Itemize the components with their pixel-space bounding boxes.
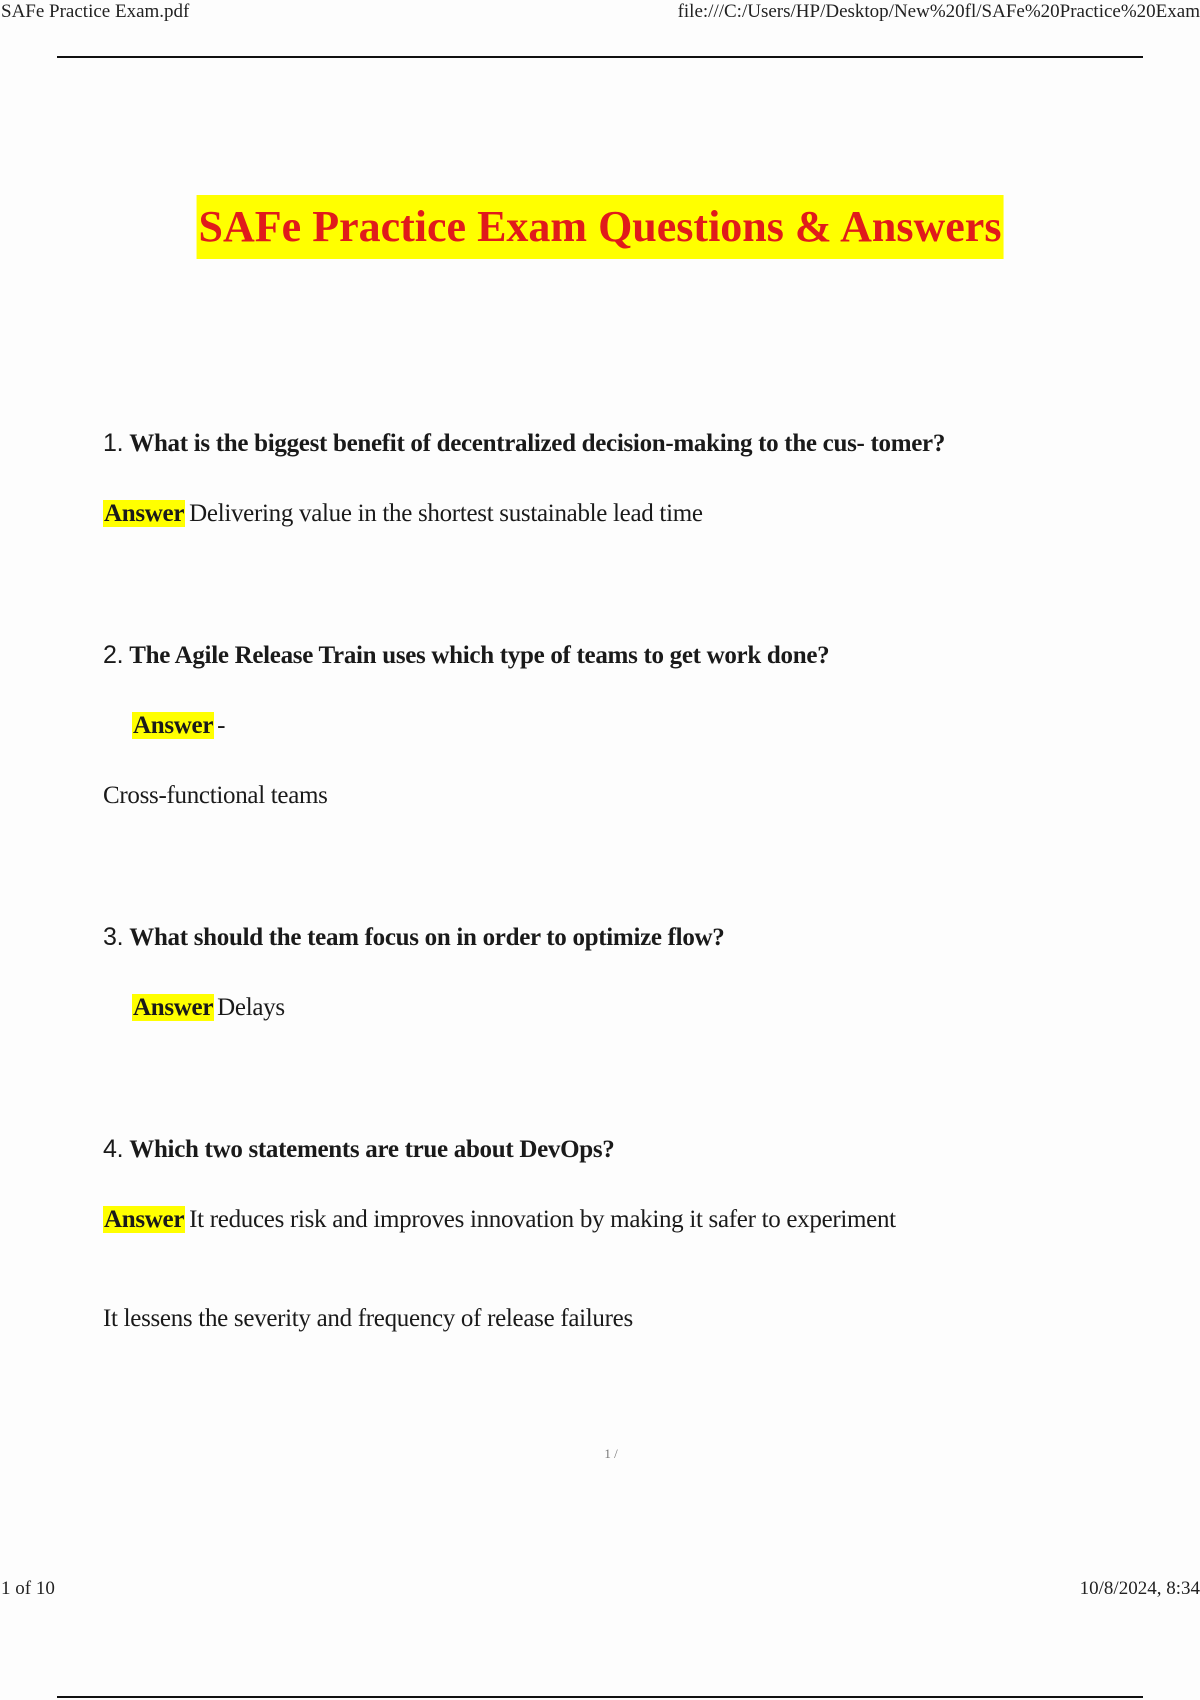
answer-2-continuation: Cross-functional teams	[103, 782, 328, 809]
question-text: What is the biggest benefit of decentralized decision-making to the cus- tomer?	[129, 430, 946, 457]
bottom-divider	[57, 1696, 1143, 1698]
print-footer-datetime: 10/8/2024, 8:34	[1079, 1578, 1200, 1599]
question-text: What should the team focus on in order to optimize flow?	[129, 924, 725, 951]
question-number: 4.	[103, 1135, 124, 1163]
answer-text: It reduces risk and improves innovation by making it safer to experiment	[189, 1206, 896, 1233]
question-number: 3.	[103, 923, 124, 951]
answer-3	[132, 992, 285, 1024]
answer-text: Delays	[217, 994, 285, 1021]
question-3	[103, 921, 724, 954]
answer-2	[132, 710, 225, 742]
answer-text: -	[217, 712, 226, 739]
answer-label: Answer	[133, 712, 214, 739]
print-header-url: file:///C:/Users/HP/Desktop/New%20fl/SAFe%20Practice%20Exam	[677, 1, 1200, 22]
question-text: Which two statements are true about DevOps?	[129, 1136, 615, 1163]
top-divider	[57, 56, 1143, 58]
answer-label: Answer	[133, 994, 214, 1021]
question-number: 1.	[103, 429, 124, 457]
page-marker: 1 /	[604, 1446, 618, 1461]
answer-label: Answer	[104, 1206, 185, 1233]
print-header-filename: SAFe Practice Exam.pdf	[1, 1, 190, 22]
answer-4-continuation: It lessens the severity and frequency of release failures	[103, 1305, 633, 1332]
question-2	[103, 639, 829, 672]
answer-text: Delivering value in the shortest sustainable lead time	[189, 500, 703, 527]
page-title: SAFe Practice Exam Questions & Answers	[197, 195, 1004, 259]
question-number: 2.	[103, 641, 124, 669]
answer-4	[103, 1204, 896, 1236]
question-text: The Agile Release Train uses which type of teams to get work done?	[129, 642, 830, 669]
question-1	[103, 427, 945, 460]
answer-1	[103, 498, 703, 530]
answer-label: Answer	[104, 500, 185, 527]
print-footer-page: 1 of 10	[1, 1578, 55, 1599]
question-4	[103, 1133, 614, 1166]
